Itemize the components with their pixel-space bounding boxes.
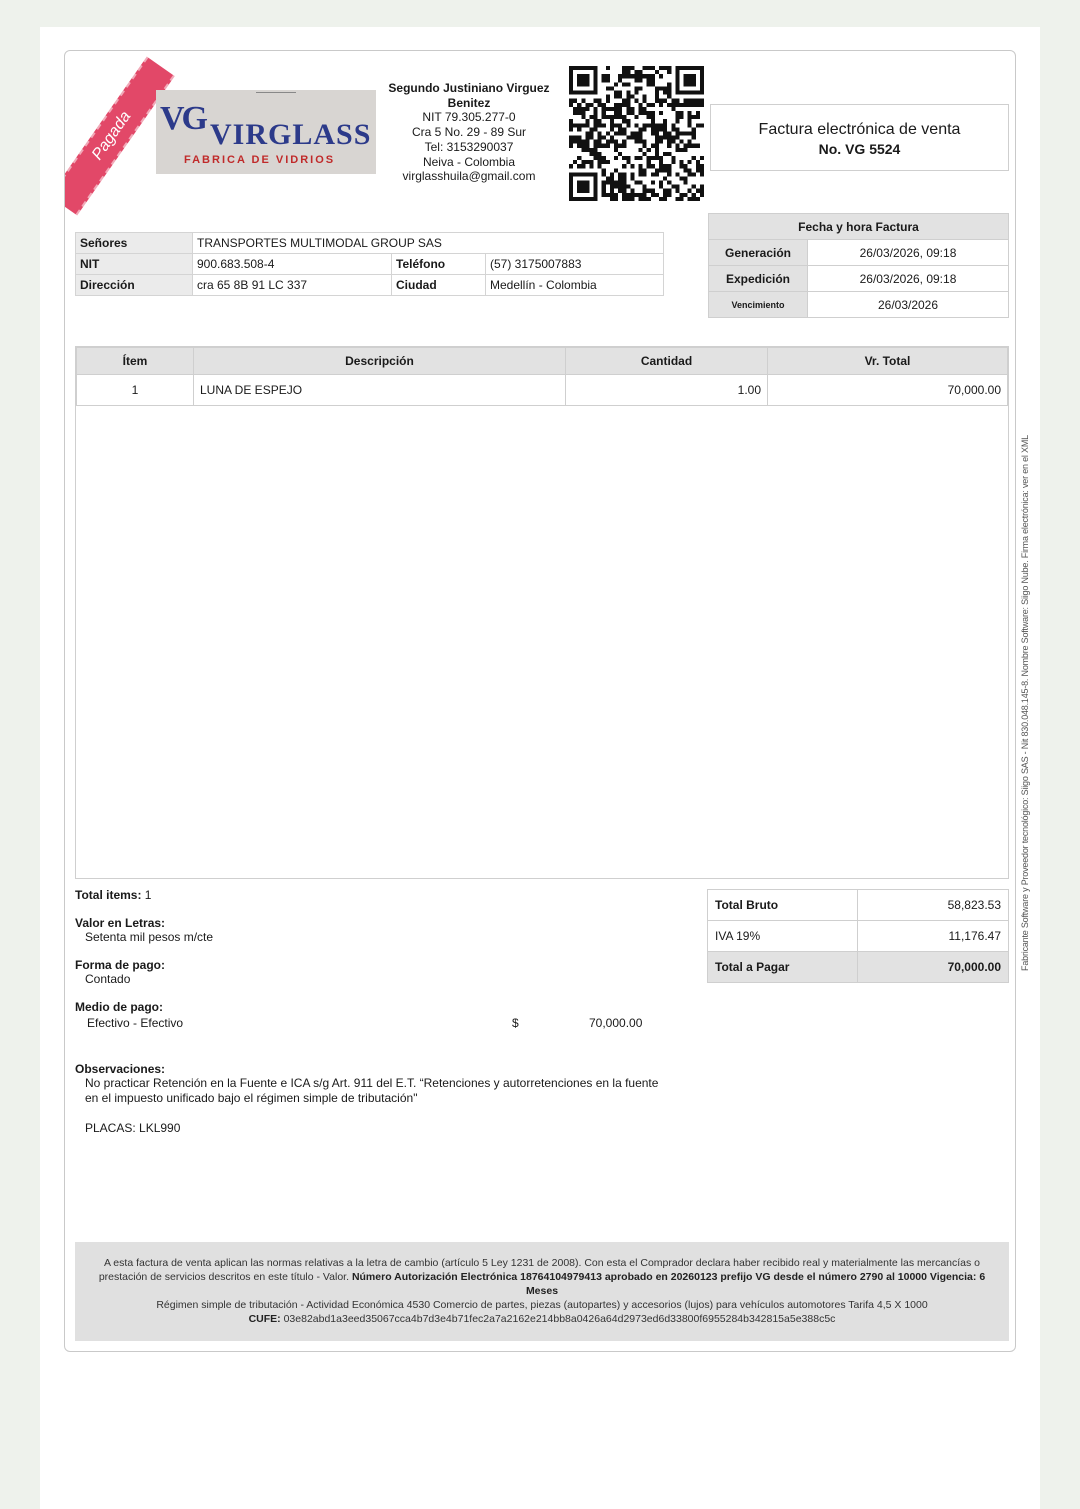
- date-vencimiento: 26/03/2026: [808, 292, 1009, 318]
- row-item: 1: [77, 375, 194, 406]
- observaciones-value: No practicar Retención en la Fuente e ICA s/g Art. 911 del E.T. “Retenciones y autorretenciones en la fuente en el impuesto unificado bajo el régimen simple de tributación": [85, 1076, 659, 1105]
- total-pagar-value: 70,000.00: [858, 952, 1009, 983]
- header-cantidad: Cantidad: [566, 348, 768, 375]
- issuer-phone: Tel: 3153290037: [424, 139, 514, 154]
- invoice-summary: [75, 888, 675, 1135]
- totals-table: [707, 889, 1009, 983]
- logo-tagline: FABRICA DE VIDRIOS: [184, 154, 336, 166]
- total-items-value: 1: [144, 888, 152, 902]
- row-cantidad: 1.00: [566, 375, 768, 406]
- total-bruto-value: 58,823.53: [858, 890, 1009, 921]
- label-telefono: Teléfono: [392, 254, 486, 275]
- observaciones-label: Observaciones:: [75, 1062, 166, 1076]
- total-pagar-label: Total a Pagar: [708, 952, 858, 983]
- label-nit: NIT: [76, 254, 193, 275]
- client-table: [75, 232, 664, 296]
- invoice-number: No. VG 5524: [818, 141, 901, 157]
- items-table-container: [75, 346, 1009, 879]
- issuer-nit: NIT 79.305.277-0: [422, 110, 516, 125]
- iva-value: 11,176.47: [858, 921, 1009, 952]
- medio-pago-currency: $: [512, 1016, 519, 1030]
- software-provider-note: [1018, 410, 1032, 995]
- row-descripcion: LUNA DE ESPEJO: [194, 375, 566, 406]
- issuer-name: Segundo Justiniano Virguez Benitez: [388, 81, 550, 110]
- label-generacion: Generación: [709, 240, 808, 266]
- total-bruto-label: Total Bruto: [708, 890, 858, 921]
- forma-pago-value: Contado: [85, 972, 131, 986]
- row-total: 70,000.00: [768, 375, 1008, 406]
- label-direccion: Dirección: [76, 275, 193, 296]
- header-item: Ítem: [77, 348, 194, 375]
- dates-header: Fecha y hora Factura: [709, 214, 1009, 240]
- forma-pago-label: Forma de pago:: [75, 958, 166, 972]
- total-items-label: Total items:: [75, 888, 142, 902]
- items-table: [76, 347, 1008, 406]
- label-senores: Señores: [76, 233, 193, 254]
- client-city: Medellín - Colombia: [486, 275, 664, 296]
- issuer-email: virglasshuila@gmail.com: [402, 169, 536, 184]
- footer-authorization: Número Autorización Electrónica 18764104979413 aprobado en 20260123 prefijo VG desde el número 2790 al 10000 Vigencia: 6 Meses: [351, 1271, 986, 1297]
- logo-line: [256, 92, 296, 93]
- date-expedicion: 26/03/2026, 09:18: [808, 266, 1009, 292]
- client-nit: 900.683.508-4: [193, 254, 392, 275]
- logo-name: VIRGLASS: [210, 118, 372, 151]
- legal-footer: [75, 1242, 1009, 1341]
- issuer-info: [384, 81, 554, 184]
- medio-pago-amount: 70,000.00: [589, 1016, 643, 1030]
- label-ciudad: Ciudad: [392, 275, 486, 296]
- footer-regime: Régimen simple de tributación - Actividad Económica 4530 Comercio de partes, piezas (autopartes) y accesorios (lujos) para vehículos automotores Tarifa 4,5 X 1000: [156, 1299, 928, 1311]
- qr-code-icon: [569, 66, 704, 201]
- issuer-address: Cra 5 No. 29 - 89 Sur: [411, 125, 527, 140]
- invoice-title: Factura electrónica de venta: [758, 121, 961, 138]
- dates-table: [708, 213, 1009, 318]
- label-expedicion: Expedición: [709, 266, 808, 292]
- logo-mark: VG: [160, 100, 205, 137]
- valor-letras-value: Setenta mil pesos m/cte: [85, 930, 214, 944]
- medio-pago-value: Efectivo - Efectivo: [87, 1016, 184, 1030]
- paid-ribbon: Pagada: [64, 57, 175, 216]
- iva-label: IVA 19%: [708, 921, 858, 952]
- client-address: cra 65 8B 91 LC 337: [193, 275, 392, 296]
- valor-letras-label: Valor en Letras:: [75, 916, 166, 930]
- footer-legal-text: A esta factura de venta aplican las normas relativas a la letra de cambio (artículo 5 Ley 1231 de 2008). Con esta el Comprador declara haber recibido real y materialmente las mercancías o prestación de servicios descritos en este título - Valor.: [98, 1257, 981, 1283]
- placas-value: PLACAS: LKL990: [85, 1121, 181, 1135]
- header-total: Vr. Total: [768, 348, 1008, 375]
- cufe-label: CUFE:: [248, 1313, 281, 1325]
- invoice-title-box: [710, 104, 1009, 171]
- label-vencimiento: Vencimiento: [709, 292, 808, 318]
- table-row: [77, 375, 1008, 406]
- medio-pago-label: Medio de pago:: [75, 1000, 163, 1014]
- client-name: TRANSPORTES MULTIMODAL GROUP SAS: [193, 233, 664, 254]
- client-phone: (57) 3175007883: [486, 254, 664, 275]
- software-provider-text: Fabricante Software y Proveedor tecnológico: Siigo SAS - Nit 830.048.145-8. Nombre Software: Siigo Nube. Firma electrónica: ver en el XML: [1020, 434, 1030, 971]
- header-descripcion: Descripción: [194, 348, 566, 375]
- date-generacion: 26/03/2026, 09:18: [808, 240, 1009, 266]
- issuer-city: Neiva - Colombia: [422, 154, 516, 169]
- cufe-value: 03e82abd1a3eed35067cca4b7d3e4b71fec2a7a2162e214bb8a0426a64d2973ed6d33800f6955284b342815a5e388c5c: [283, 1313, 836, 1325]
- company-logo: [156, 90, 376, 174]
